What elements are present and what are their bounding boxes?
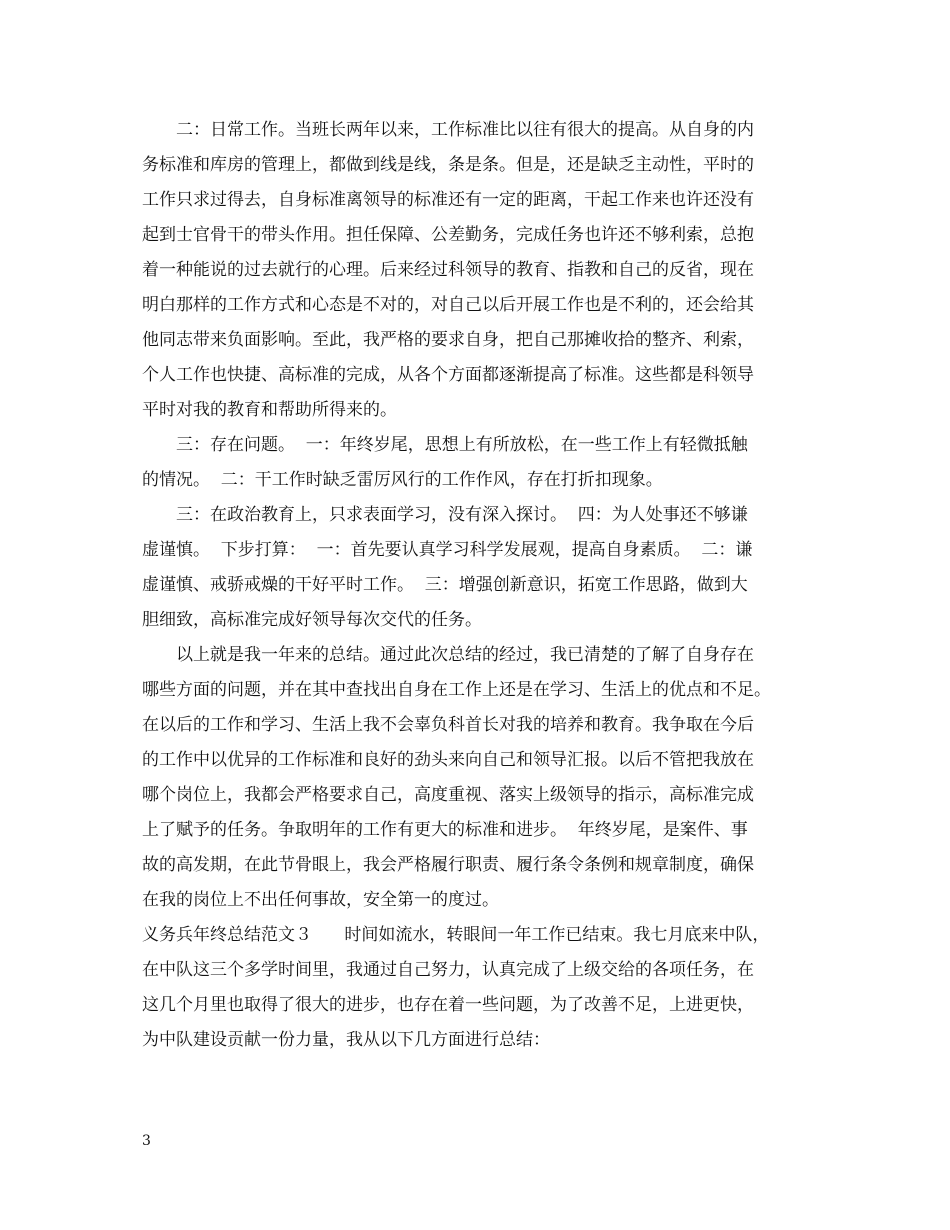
page-number: 3: [142, 1133, 151, 1149]
text-line: 哪些方面的问题，并在其中查找出自身在工作上还是在学习、生活上的优点和不足。: [142, 680, 771, 700]
text-line: 的情况。 二：干工作时缺乏雷厉风行的工作作风，存在打折扣现象。: [142, 470, 663, 490]
text-line: 义务兵年终总结范文３ 时间如流水，转眼间一年工作已结束。我七月底来中队，: [142, 925, 770, 945]
text-line: 三：在政治教育上，只求表面学习，没有深入探讨。 四：为人处事还不够谦: [176, 505, 748, 525]
text-line: 二：日常工作。当班长两年以来，工作标准比以往有很大的提高。从自身的内: [176, 120, 754, 140]
text-line: 虚谨慎、戒骄戒燥的干好平时工作。 三：增强创新意识，拓宽工作思路，做到大: [142, 575, 748, 595]
text-line: 故的高发期，在此节骨眼上，我会严格履行职责、履行条令条例和规章制度，确保: [142, 855, 754, 875]
text-line: 个人工作也快捷、高标准的完成，从各个方面都逐渐提高了标准。这些都是科领导: [142, 365, 754, 385]
text-line: 着一种能说的过去就行的心理。后来经过科领导的教育、指教和自己的反省，现在: [142, 260, 754, 280]
text-line: 的工作中以优异的工作标准和良好的劲头来向自己和领导汇报。以后不管把我放在: [142, 750, 754, 770]
text-line: 这几个月里也取得了很大的进步，也存在着一些问题，为了改善不足，上进更快，: [142, 995, 754, 1015]
text-line: 明白那样的工作方式和心态是不对的，对自己以后开展工作也是不利的，还会给其: [142, 295, 754, 315]
text-line: 虚谨慎。 下步打算： 一：首先要认真学习科学发展观，提高自身素质。 二：谦: [142, 540, 753, 560]
text-line: 哪个岗位上，我都会严格要求自己，高度重视、落实上级领导的指示，高标准完成: [142, 785, 754, 805]
text-line: 上了赋予的任务。争取明年的工作有更大的标准和进步。 年终岁尾，是案件、事: [142, 820, 748, 840]
text-line: 为中队建设贡献一份力量，我从以下几方面进行总结：: [142, 1030, 550, 1050]
text-line: 在以后的工作和学习、生活上我不会辜负科首长对我的培养和教育。我争取在今后: [142, 715, 754, 735]
text-line: 务标准和库房的管理上，都做到线是线，条是条。但是，还是缺乏主动性，平时的: [142, 155, 754, 175]
text-line: 他同志带来负面影响。至此，我严格的要求自身，把自己那摊收拾的整齐、利索，: [142, 330, 754, 350]
text-line: 在我的岗位上不出任何事故，安全第一的度过。: [142, 890, 499, 910]
text-line: 在中队这三个多学时间里，我通过自己努力，认真完成了上级交给的各项任务，在: [142, 960, 754, 980]
text-line: 平时对我的教育和帮助所得来的。: [142, 400, 397, 420]
text-line: 工作只求过得去，自身标准离领导的标准还有一定的距离，干起工作来也许还没有: [142, 190, 754, 210]
text-line: 以上就是我一年来的总结。通过此次总结的经过，我已清楚的了解了自身存在: [176, 645, 754, 665]
text-line: 三：存在问题。 一：年终岁尾，思想上有所放松，在一些工作上有轻微抵触: [176, 435, 748, 455]
text-line: 胆细致，高标准完成好领导每次交代的任务。: [142, 610, 482, 630]
body-text: [142, 113, 832, 1058]
text-line: 起到士官骨干的带头作用。担任保障、公差勤务，完成任务也许还不够利索，总抱: [142, 225, 754, 245]
